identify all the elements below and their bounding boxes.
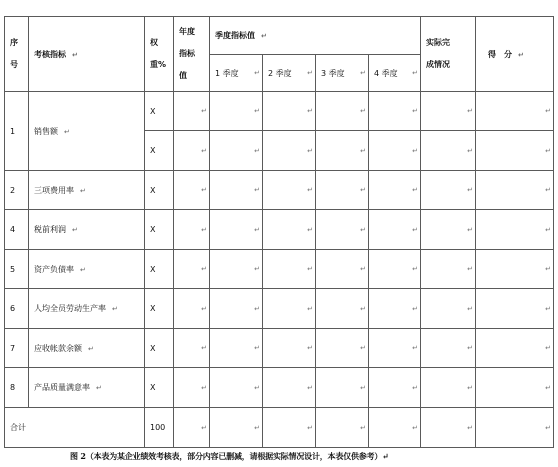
row-annual: ↵ <box>174 210 210 250</box>
row-q4: ↵ <box>369 92 421 131</box>
row-actual: ↵ <box>421 131 476 171</box>
row-actual: ↵ <box>421 368 476 408</box>
row-score: ↵ <box>476 92 554 131</box>
row-q3: ↵ <box>316 210 369 250</box>
row-annual: ↵ <box>174 131 210 171</box>
total-annual: ↵ <box>174 408 210 448</box>
row-weight: X <box>145 368 174 408</box>
row-annual: ↵ <box>174 92 210 131</box>
row-q3: ↵ <box>316 250 369 289</box>
total-q2: ↵ <box>263 408 316 448</box>
performance-table-container <box>4 16 553 448</box>
row-annual: ↵ <box>174 250 210 289</box>
table-row <box>5 329 554 368</box>
header-actual: 实际完 成情况 <box>421 17 476 92</box>
table-row <box>5 92 554 131</box>
row-q1: ↵ <box>210 368 263 408</box>
row-indicator: 资产负债率 ↵ <box>29 250 145 289</box>
row-q4: ↵ <box>369 289 421 329</box>
row-q2: ↵ <box>263 171 316 210</box>
row-q2: ↵ <box>263 210 316 250</box>
row-indicator: 应收帐款余额 ↵ <box>29 329 145 368</box>
row-q3: ↵ <box>316 131 369 171</box>
row-q3: ↵ <box>316 329 369 368</box>
row-weight: X <box>145 250 174 289</box>
row-q4: ↵ <box>369 329 421 368</box>
row-weight: X <box>145 131 174 171</box>
row-no: 2 <box>5 171 29 210</box>
row-q2: ↵ <box>263 329 316 368</box>
row-weight: X <box>145 210 174 250</box>
total-q3: ↵ <box>316 408 369 448</box>
row-actual: ↵ <box>421 250 476 289</box>
row-q1: ↵ <box>210 329 263 368</box>
performance-kpi-table <box>4 16 554 448</box>
row-indicator: 税前利润 ↵ <box>29 210 145 250</box>
table-row <box>5 250 554 289</box>
header-q4: 4 季度 ↵ <box>369 55 421 92</box>
row-indicator: 三项费用率 ↵ <box>29 171 145 210</box>
row-q3: ↵ <box>316 289 369 329</box>
header-score: 得 分 ↵ <box>476 17 554 92</box>
row-actual: ↵ <box>421 329 476 368</box>
row-q1: ↵ <box>210 250 263 289</box>
row-score: ↵ <box>476 210 554 250</box>
row-q3: ↵ <box>316 368 369 408</box>
header-weight: 权 重% <box>145 17 174 92</box>
row-weight: X <box>145 92 174 131</box>
row-score: ↵ <box>476 131 554 171</box>
row-q2: ↵ <box>263 131 316 171</box>
row-actual: ↵ <box>421 171 476 210</box>
row-annual: ↵ <box>174 368 210 408</box>
header-q1: 1 季度 ↵ <box>210 55 263 92</box>
header-row <box>5 17 554 55</box>
row-actual: ↵ <box>421 210 476 250</box>
total-q1: ↵ <box>210 408 263 448</box>
row-annual: ↵ <box>174 329 210 368</box>
row-no: 1 <box>5 92 29 171</box>
row-q4: ↵ <box>369 368 421 408</box>
row-score: ↵ <box>476 289 554 329</box>
table-caption: 图 2（本表为某企业绩效考核表，部分内容已删减，请根据实际情况设计，本表仅供参考）↵ <box>70 451 389 461</box>
row-q4: ↵ <box>369 210 421 250</box>
header-quarterly-group: 季度指标值 ↵ <box>210 17 421 55</box>
row-q1: ↵ <box>210 171 263 210</box>
row-no: 7 <box>5 329 29 368</box>
header-seq: 序 号 <box>5 17 29 92</box>
row-score: ↵ <box>476 368 554 408</box>
total-row <box>5 408 554 448</box>
row-q2: ↵ <box>263 368 316 408</box>
row-q1: ↵ <box>210 289 263 329</box>
row-q1: ↵ <box>210 131 263 171</box>
row-actual: ↵ <box>421 92 476 131</box>
row-score: ↵ <box>476 171 554 210</box>
row-no: 5 <box>5 250 29 289</box>
total-q4: ↵ <box>369 408 421 448</box>
table-row <box>5 368 554 408</box>
row-indicator: 人均全员劳动生产率 ↵ <box>29 289 145 329</box>
row-score: ↵ <box>476 329 554 368</box>
row-annual: ↵ <box>174 289 210 329</box>
row-no: 6 <box>5 289 29 329</box>
header-annual-target: 年度 指标 值 <box>174 17 210 92</box>
row-weight: X <box>145 289 174 329</box>
table-row <box>5 171 554 210</box>
row-q1: ↵ <box>210 92 263 131</box>
row-no: 8 <box>5 368 29 408</box>
row-q4: ↵ <box>369 171 421 210</box>
total-score: ↵ <box>476 408 554 448</box>
row-weight: X <box>145 171 174 210</box>
total-weight: 100 <box>145 408 174 448</box>
row-q2: ↵ <box>263 289 316 329</box>
row-q4: ↵ <box>369 250 421 289</box>
header-indicator: 考核指标 ↵ <box>29 17 145 92</box>
row-q1: ↵ <box>210 210 263 250</box>
header-q3: 3 季度 ↵ <box>316 55 369 92</box>
total-actual: ↵ <box>421 408 476 448</box>
row-q3: ↵ <box>316 92 369 131</box>
total-label: 合计 <box>5 408 145 448</box>
row-indicator: 销售额 ↵ <box>29 92 145 171</box>
row-q2: ↵ <box>263 250 316 289</box>
row-actual: ↵ <box>421 289 476 329</box>
row-q3: ↵ <box>316 171 369 210</box>
row-no: 4 <box>5 210 29 250</box>
table-row <box>5 289 554 329</box>
row-q2: ↵ <box>263 92 316 131</box>
row-q4: ↵ <box>369 131 421 171</box>
table-row <box>5 210 554 250</box>
row-weight: X <box>145 329 174 368</box>
row-annual: ↵ <box>174 171 210 210</box>
header-q2: 2 季度 ↵ <box>263 55 316 92</box>
row-score: ↵ <box>476 250 554 289</box>
row-indicator: 产品质量满意率 ↵ <box>29 368 145 408</box>
